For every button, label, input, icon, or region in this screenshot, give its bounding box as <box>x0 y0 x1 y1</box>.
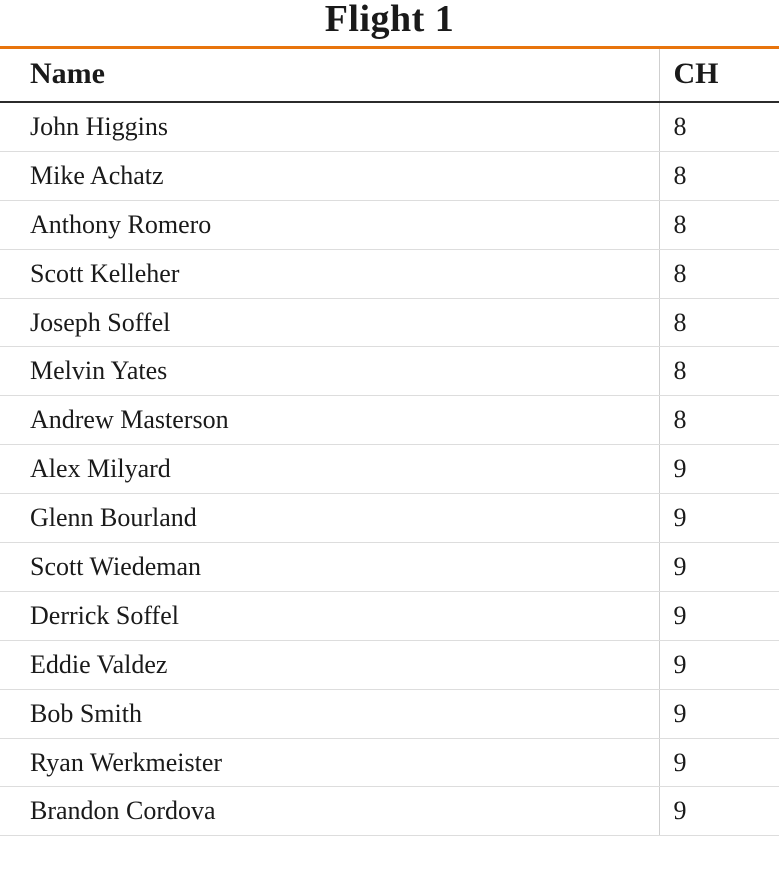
player-ch-cell: 9 <box>659 494 779 543</box>
player-ch-cell: 9 <box>659 738 779 787</box>
table-row <box>0 738 779 787</box>
column-header-ch: CH <box>659 49 779 102</box>
table-row <box>0 200 779 249</box>
player-name-cell: Ryan Werkmeister <box>0 738 659 787</box>
table-row <box>0 689 779 738</box>
player-name-cell: Bob Smith <box>0 689 659 738</box>
player-name-cell: John Higgins <box>0 102 659 151</box>
table-row <box>0 787 779 836</box>
player-name-cell: Scott Kelleher <box>0 249 659 298</box>
page-title: Flight 1 <box>324 0 455 40</box>
player-ch-cell: 9 <box>659 689 779 738</box>
player-ch-cell: 8 <box>659 151 779 200</box>
player-ch-cell: 9 <box>659 445 779 494</box>
player-ch-cell: 9 <box>659 543 779 592</box>
player-ch-cell: 9 <box>659 640 779 689</box>
player-name-cell: Mike Achatz <box>0 151 659 200</box>
table-row <box>0 543 779 592</box>
table-header <box>0 49 779 102</box>
roster-table <box>0 49 779 836</box>
header-row <box>0 49 779 102</box>
player-name-cell: Brandon Cordova <box>0 787 659 836</box>
table-row <box>0 494 779 543</box>
player-ch-cell: 8 <box>659 200 779 249</box>
player-name-cell: Glenn Bourland <box>0 494 659 543</box>
player-name-cell: Derrick Soffel <box>0 591 659 640</box>
player-name-cell: Scott Wiedeman <box>0 543 659 592</box>
table-row <box>0 640 779 689</box>
player-ch-cell: 8 <box>659 347 779 396</box>
table-row <box>0 591 779 640</box>
table-body <box>0 102 779 836</box>
table-row <box>0 396 779 445</box>
player-name-cell: Andrew Masterson <box>0 396 659 445</box>
table-row <box>0 249 779 298</box>
table-row <box>0 102 779 151</box>
player-name-cell: Alex Milyard <box>0 445 659 494</box>
player-ch-cell: 8 <box>659 298 779 347</box>
player-ch-cell: 9 <box>659 591 779 640</box>
table-row <box>0 298 779 347</box>
player-name-cell: Eddie Valdez <box>0 640 659 689</box>
player-name-cell: Melvin Yates <box>0 347 659 396</box>
table-row <box>0 151 779 200</box>
player-ch-cell: 9 <box>659 787 779 836</box>
table-row <box>0 445 779 494</box>
player-name-cell: Anthony Romero <box>0 200 659 249</box>
player-ch-cell: 8 <box>659 249 779 298</box>
player-ch-cell: 8 <box>659 396 779 445</box>
player-name-cell: Joseph Soffel <box>0 298 659 347</box>
player-ch-cell: 8 <box>659 102 779 151</box>
table-row <box>0 347 779 396</box>
column-header-name: Name <box>0 49 659 102</box>
